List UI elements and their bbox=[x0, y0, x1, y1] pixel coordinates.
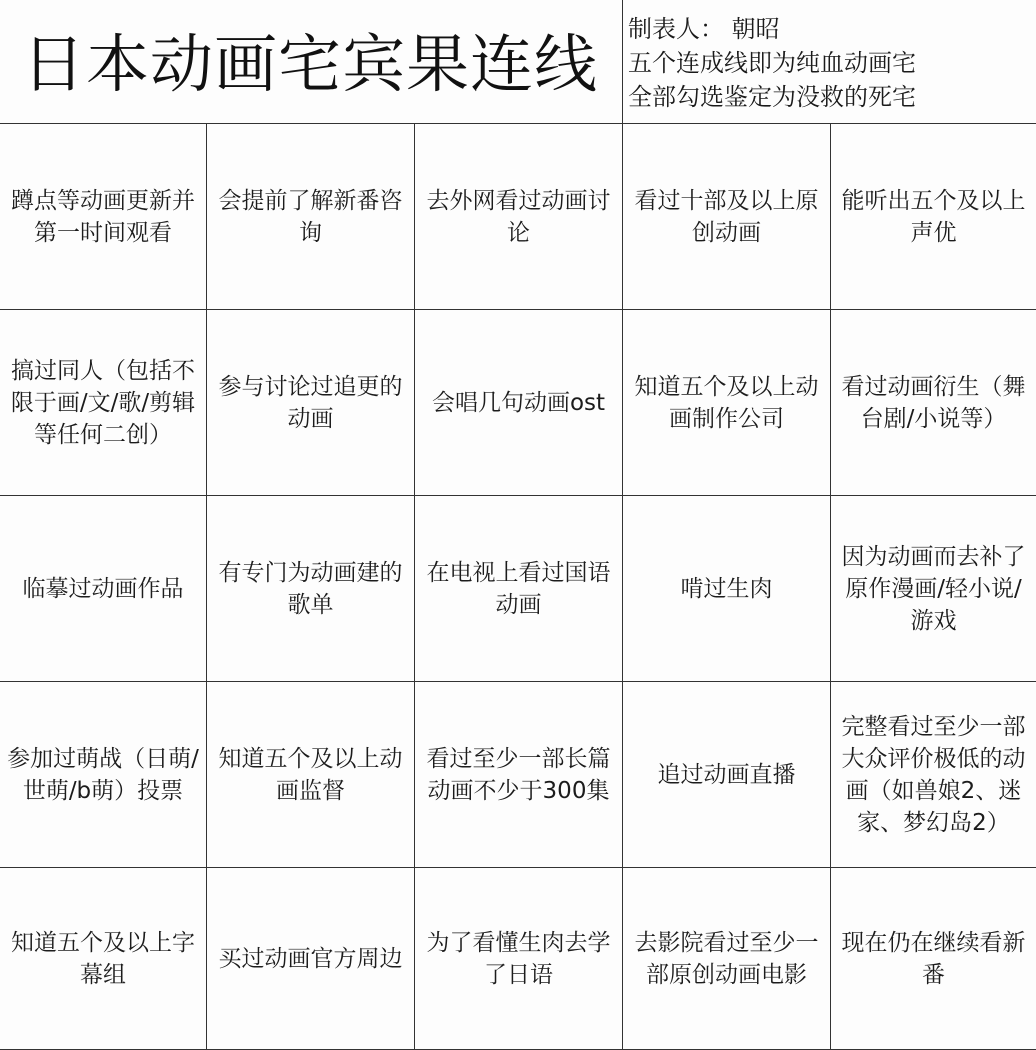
bingo-cell-r3c4[interactable] bbox=[623, 496, 831, 682]
bingo-cell-text: 蹲点等动画更新并第一时间观看 bbox=[11, 187, 195, 246]
bingo-cell-r4c5[interactable] bbox=[831, 682, 1036, 868]
bingo-cell-text: 看过至少一部长篇动画不少于300集 bbox=[426, 745, 611, 804]
bingo-cell-r5c2[interactable] bbox=[207, 868, 415, 1050]
bingo-header bbox=[0, 0, 1036, 124]
bingo-cell-r3c3[interactable] bbox=[415, 496, 623, 682]
author-line: 制表人： 朝昭 bbox=[628, 15, 780, 43]
bingo-cell-r1c2[interactable] bbox=[207, 124, 415, 310]
bingo-cell-text: 因为动画而去补了原作漫画/轻小说/游戏 bbox=[841, 543, 1026, 634]
bingo-cell-r1c1[interactable] bbox=[0, 124, 207, 310]
bingo-cell-r3c5[interactable] bbox=[831, 496, 1036, 682]
rule-line-1: 五个连成线即为纯血动画宅 bbox=[628, 49, 916, 77]
bingo-cell-text: 看过十部及以上原创动画 bbox=[634, 187, 819, 246]
bingo-cell-text: 完整看过至少一部大众评价极低的动画（如兽娘2、迷家、梦幻岛2） bbox=[841, 713, 1026, 836]
bingo-cell-r5c5[interactable] bbox=[831, 868, 1036, 1050]
rule-line-2: 全部勾选鉴定为没救的死宅 bbox=[628, 83, 916, 111]
bingo-cell-text: 在电视上看过国语动画 bbox=[426, 559, 611, 618]
bingo-cell-r3c1[interactable] bbox=[0, 496, 207, 682]
bingo-cell-r5c3[interactable] bbox=[415, 868, 623, 1050]
bingo-cell-r1c5[interactable] bbox=[831, 124, 1036, 310]
bingo-cell-r4c1[interactable] bbox=[0, 682, 207, 868]
bingo-cell-text: 搞过同人（包括不限于画/文/歌/剪辑等任何二创） bbox=[10, 357, 196, 448]
bingo-grid bbox=[0, 124, 1036, 1050]
bingo-cell-text: 有专门为动画建的歌单 bbox=[218, 559, 403, 618]
bingo-cell-text: 现在仍在继续看新番 bbox=[841, 929, 1026, 988]
bingo-cell-r2c5[interactable] bbox=[831, 310, 1036, 496]
bingo-cell-r1c4[interactable] bbox=[623, 124, 831, 310]
bingo-cell-r2c4[interactable] bbox=[623, 310, 831, 496]
bingo-cell-r1c3[interactable] bbox=[415, 124, 623, 310]
bingo-cell-r4c4[interactable] bbox=[623, 682, 831, 868]
bingo-cell-text: 买过动画官方周边 bbox=[218, 945, 403, 972]
bingo-cell-text: 会唱几句动画ost bbox=[431, 389, 606, 416]
bingo-cell-r5c1[interactable] bbox=[0, 868, 207, 1050]
bingo-cell-r2c1[interactable] bbox=[0, 310, 207, 496]
bingo-cell-text: 追过动画直播 bbox=[657, 761, 796, 788]
bingo-cell-r2c2[interactable] bbox=[207, 310, 415, 496]
bingo-cell-text: 去影院看过至少一部原创动画电影 bbox=[634, 929, 819, 988]
bingo-cell-text: 知道五个及以上动画制作公司 bbox=[634, 373, 819, 432]
bingo-cell-r3c2[interactable] bbox=[207, 496, 415, 682]
bingo-cell-text: 能听出五个及以上声优 bbox=[841, 187, 1026, 246]
bingo-cell-r4c3[interactable] bbox=[415, 682, 623, 868]
bingo-cell-text: 会提前了解新番咨询 bbox=[218, 187, 403, 246]
bingo-cell-text: 为了看懂生肉去学了日语 bbox=[426, 929, 611, 988]
bingo-cell-text: 去外网看过动画讨论 bbox=[426, 187, 611, 246]
bingo-cell-text: 知道五个及以上字幕组 bbox=[11, 929, 195, 988]
header-meta bbox=[628, 12, 1032, 114]
bingo-cell-text: 参加过萌战（日萌/世萌/b萌）投票 bbox=[7, 745, 199, 804]
bingo-cell-r4c2[interactable] bbox=[207, 682, 415, 868]
bingo-cell-r2c3[interactable] bbox=[415, 310, 623, 496]
bingo-cell-r5c4[interactable] bbox=[623, 868, 831, 1050]
bingo-cell-text: 啃过生肉 bbox=[680, 575, 773, 602]
header-divider bbox=[622, 0, 623, 124]
bingo-cell-text: 知道五个及以上动画监督 bbox=[218, 745, 403, 804]
bingo-cell-text: 看过动画衍生（舞台剧/小说等） bbox=[841, 373, 1026, 432]
page-title: 日本动画宅宾果连线 bbox=[22, 28, 598, 101]
bingo-cell-text: 参与讨论过追更的动画 bbox=[218, 373, 403, 432]
bingo-cell-text: 临摹过动画作品 bbox=[22, 575, 184, 602]
